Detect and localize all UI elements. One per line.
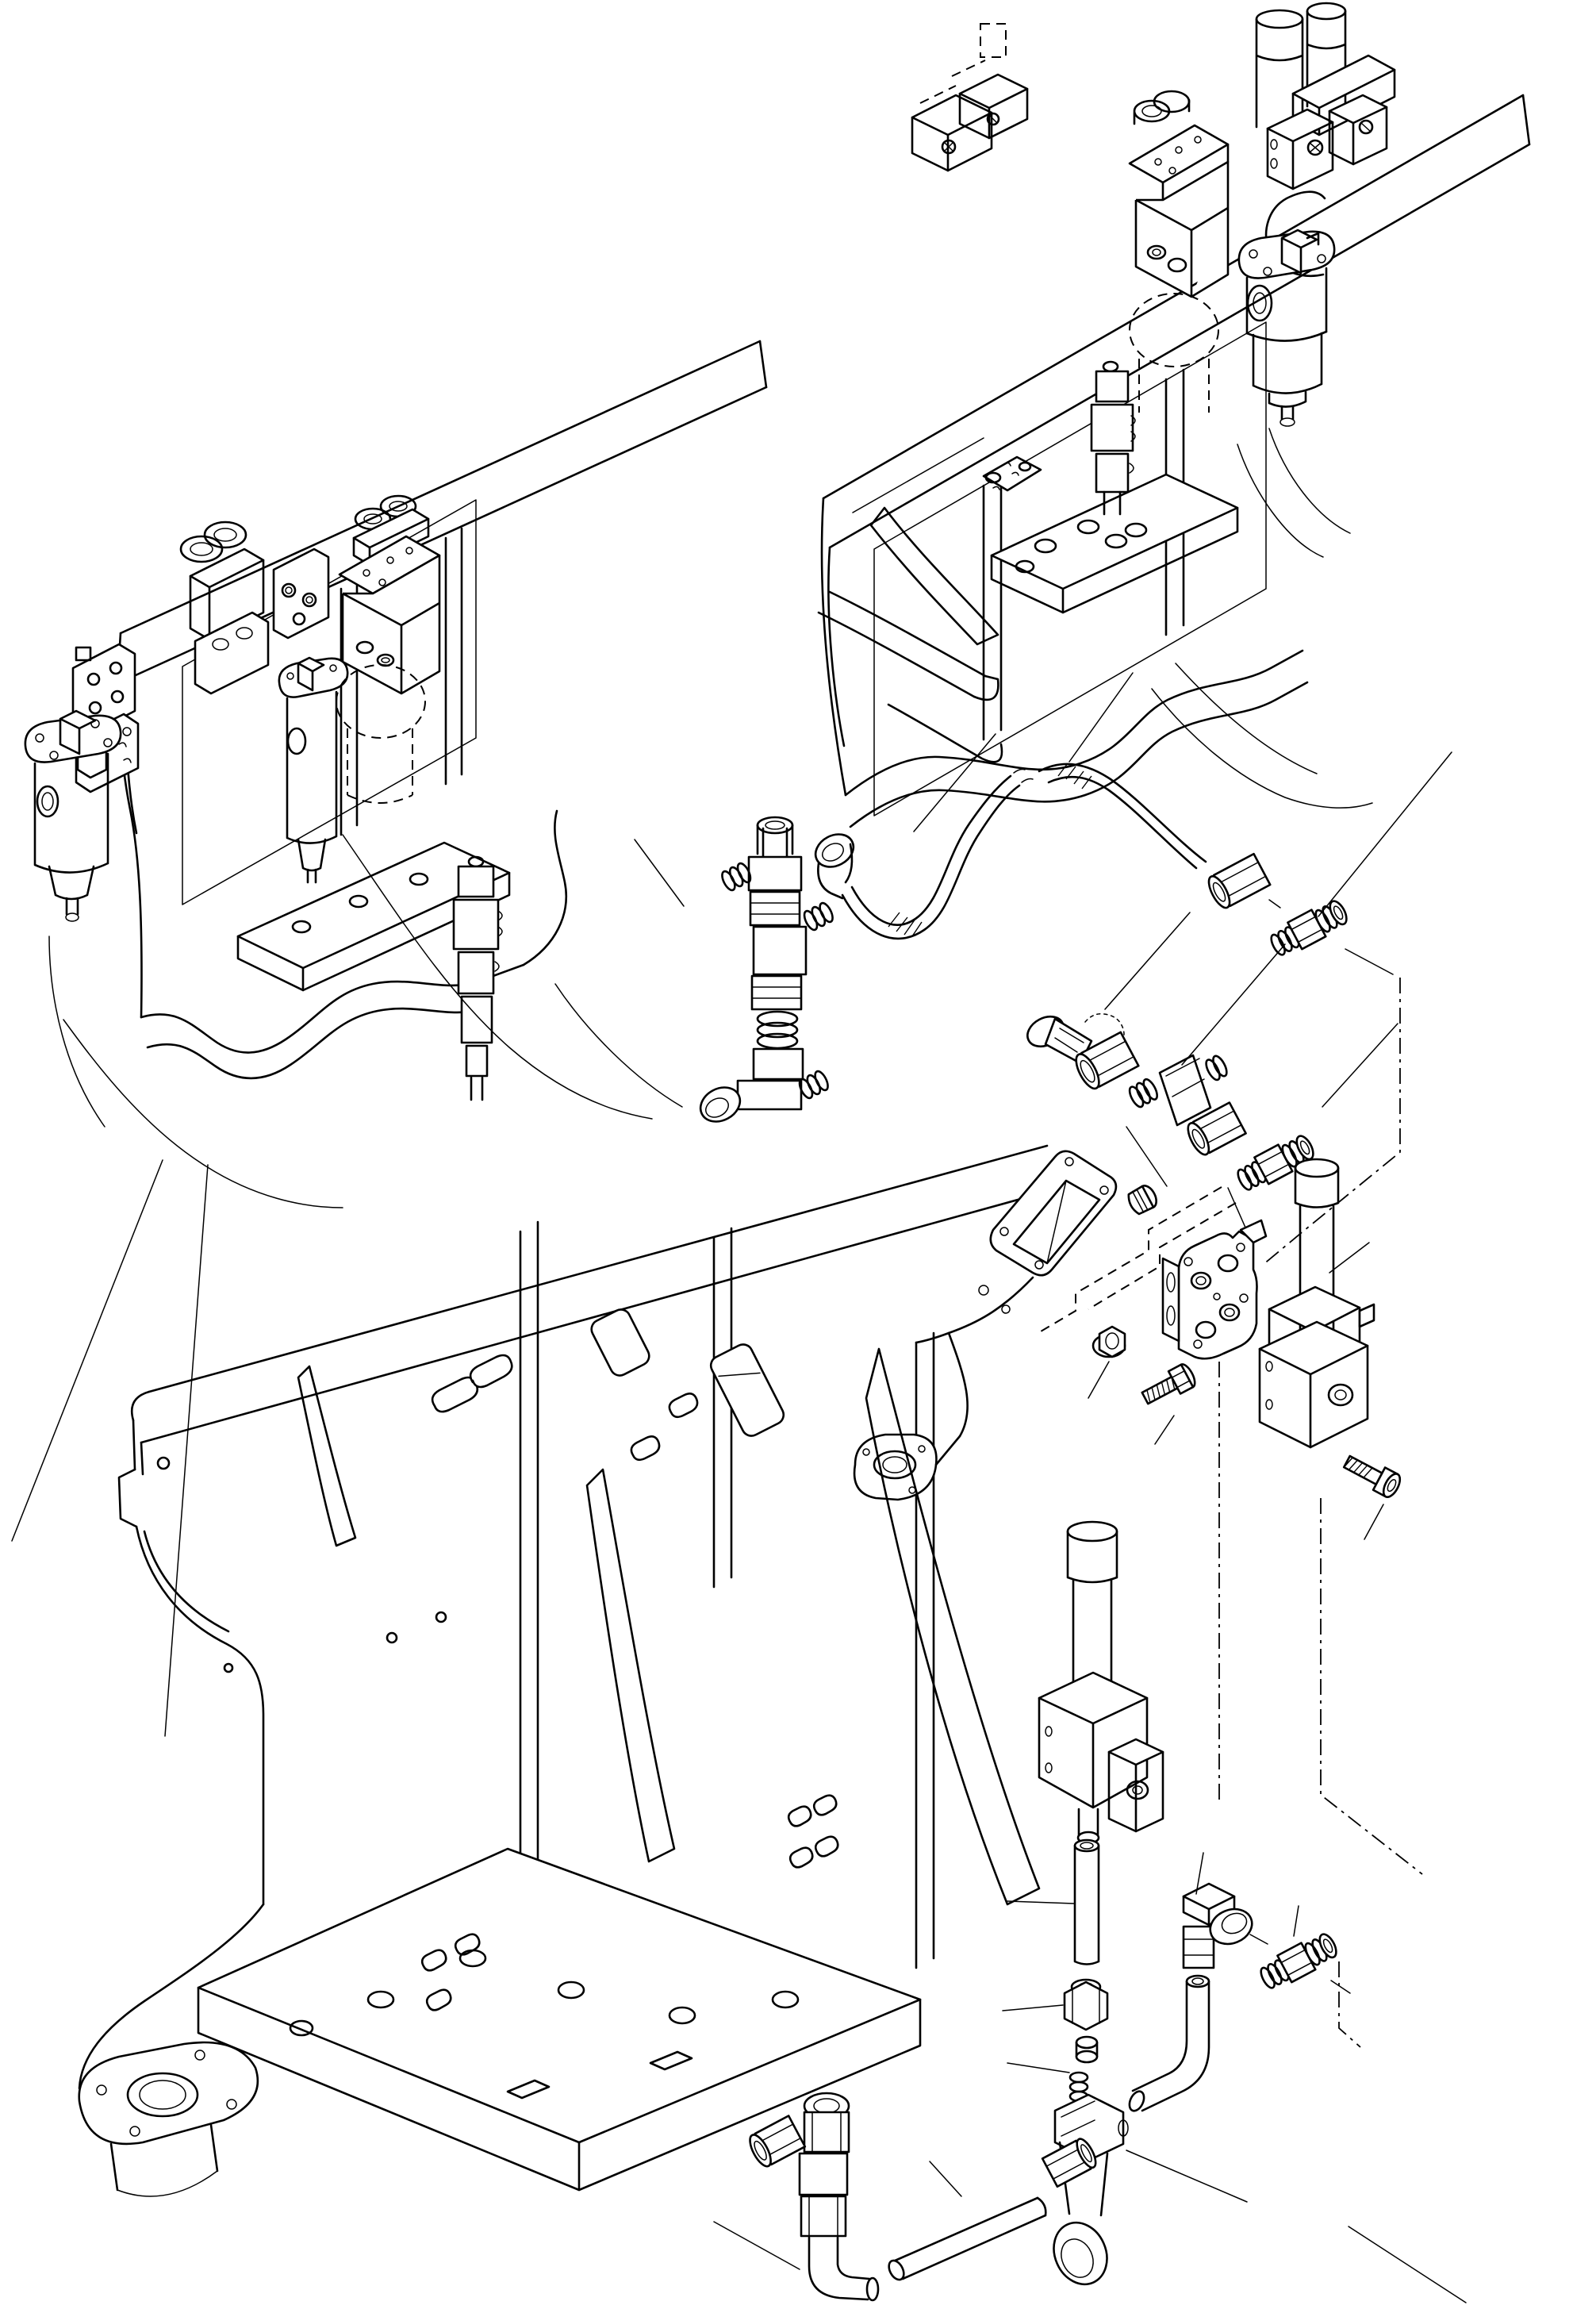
bent-tube-right	[1126, 1976, 1209, 2113]
solenoid-valve-installed-front	[454, 857, 502, 1100]
mounting-block-left	[1268, 109, 1333, 189]
solenoid-valve-bottom	[1039, 1522, 1350, 2293]
control-valve-block-front	[336, 536, 439, 803]
plug	[1126, 1183, 1160, 1216]
installed-assembly-front	[25, 341, 766, 1208]
solenoid-valve-installed-rear	[1091, 362, 1135, 514]
mounting-block-right	[1329, 95, 1387, 164]
oil-filter-front-right	[279, 658, 347, 882]
solenoid-valve-right	[1260, 1159, 1403, 1500]
flange-nut	[1093, 1327, 1125, 1357]
long-tube	[886, 2198, 1045, 2282]
oil-filter-rear	[1239, 230, 1334, 426]
socket-head-cap-screw	[1341, 1450, 1403, 1500]
installed-assembly-rear	[819, 3, 1529, 827]
clamp-valve-on-rail	[181, 522, 268, 693]
union-adapter-bottom	[1256, 1930, 1341, 1993]
gasket-face-plate	[991, 1151, 1116, 1275]
mounting-pad	[984, 457, 1041, 490]
steel-tube-vertical	[1075, 1840, 1099, 1965]
port-plate-on-rail	[274, 549, 328, 638]
elbow-fitting	[1184, 1884, 1257, 1968]
cylinder-pair	[1256, 3, 1395, 135]
hex-bolt	[1139, 1362, 1198, 1410]
oil-filter-front-left	[25, 711, 121, 921]
ferrule-sleeve	[1076, 2037, 1097, 2062]
side-hex-nut	[746, 2115, 805, 2169]
hose-assembly	[810, 763, 1393, 974]
bracket-valve-cluster	[912, 24, 1027, 171]
sleeve-nut-vertical	[1065, 1980, 1107, 2030]
tee-manifold-stack	[695, 817, 835, 1128]
valve-mounting-plate-group	[1093, 1220, 1266, 1409]
flanged-boss-right	[854, 1435, 960, 1500]
control-valve-block-rear	[1130, 91, 1228, 413]
bare-support-frame	[79, 1146, 1116, 2196]
valve-mounting-plate	[1163, 1220, 1266, 1358]
flanged-boss-left	[79, 2042, 258, 2196]
hose-swivel-nut	[1205, 854, 1270, 911]
